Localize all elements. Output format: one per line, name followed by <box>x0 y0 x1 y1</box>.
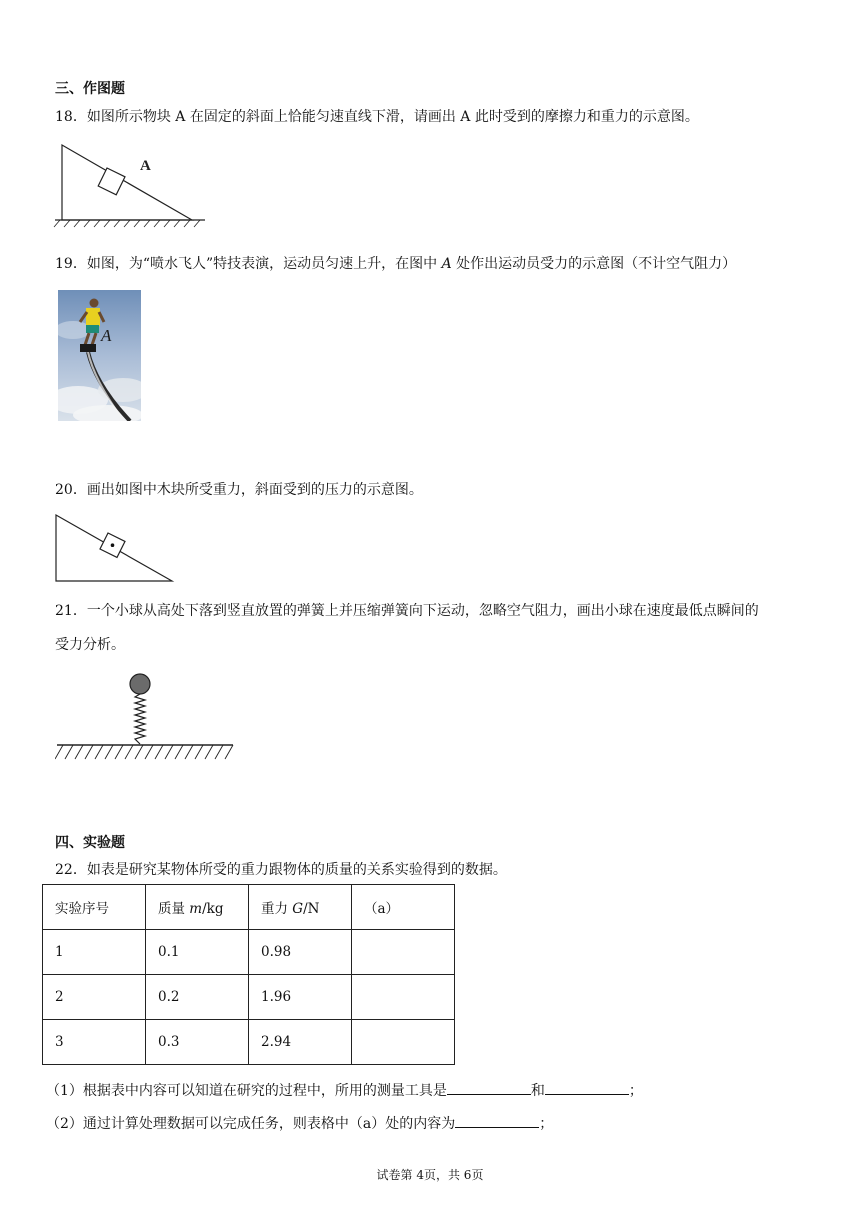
table-header-cell: 质量 m/kg <box>146 885 249 930</box>
question-19-text: 19．如图，为“喷水飞人”特技表演，运动员匀速上升，在图中 A 处作出运动员受力的示意图（不计空气阻力） <box>55 256 737 272</box>
table-cell: 3 <box>43 1020 146 1065</box>
water-jetpack-photo <box>58 290 141 421</box>
table-cell <box>352 975 455 1020</box>
answer-blank[interactable] <box>447 1080 531 1095</box>
table-cell: 1 <box>43 930 146 975</box>
table-cell: 0.2 <box>146 975 249 1020</box>
data-table <box>42 884 455 1065</box>
point-a-label: A <box>101 326 112 345</box>
table-header-row <box>43 885 455 930</box>
table-cell: 2 <box>43 975 146 1020</box>
question-20-text: 20．画出如图中木块所受重力，斜面受到的压力的示意图。 <box>55 482 423 498</box>
table-cell: 0.98 <box>249 930 352 975</box>
question-18-text: 18．如图所示物块 A 在固定的斜面上恰能匀速直线下滑，请画出 A 此时受到的摩擦力和重力的示意图。 <box>55 109 699 125</box>
answer-blank[interactable] <box>545 1080 629 1095</box>
incline-block-dot-figure <box>50 510 180 586</box>
page-footer: 试卷第 4页，共 6页 <box>376 1168 484 1182</box>
ball-spring-figure <box>55 672 235 764</box>
table-row <box>43 1020 455 1065</box>
question-21-line1: 21．一个小球从高处下落到竖直放置的弹簧上并压缩弹簧向下运动，忽略空气阻力，画出小球在速度最低点瞬间的 <box>55 603 759 619</box>
incline-block-figure <box>50 140 210 230</box>
block-a-label: A <box>140 158 151 174</box>
table-header-cell: 重力 G/N <box>249 885 352 930</box>
table-cell: 2.94 <box>249 1020 352 1065</box>
table-header-cell: 实验序号 <box>43 885 146 930</box>
table-row <box>43 930 455 975</box>
table-row <box>43 975 455 1020</box>
answer-blank[interactable] <box>455 1113 539 1128</box>
question-22-sub2: （2）通过计算处理数据可以完成任务，则表格中（a）处的内容为 ； <box>46 1113 553 1133</box>
table-cell: 0.1 <box>146 930 249 975</box>
question-22-sub1: （1）根据表中内容可以知道在研究的过程中，所用的测量工具是 和 ； <box>46 1080 643 1100</box>
section-title-drawing: 三、作图题 <box>55 81 125 97</box>
table-cell <box>352 930 455 975</box>
question-21-line2: 受力分析。 <box>55 637 125 653</box>
question-22-text: 22．如表是研究某物体所受的重力跟物体的质量的关系实验得到的数据。 <box>55 862 507 878</box>
table-cell <box>352 1020 455 1065</box>
section-title-experiment: 四、实验题 <box>55 835 125 851</box>
table-header-cell: （a） <box>352 885 455 930</box>
table-cell: 1.96 <box>249 975 352 1020</box>
table-cell: 0.3 <box>146 1020 249 1065</box>
